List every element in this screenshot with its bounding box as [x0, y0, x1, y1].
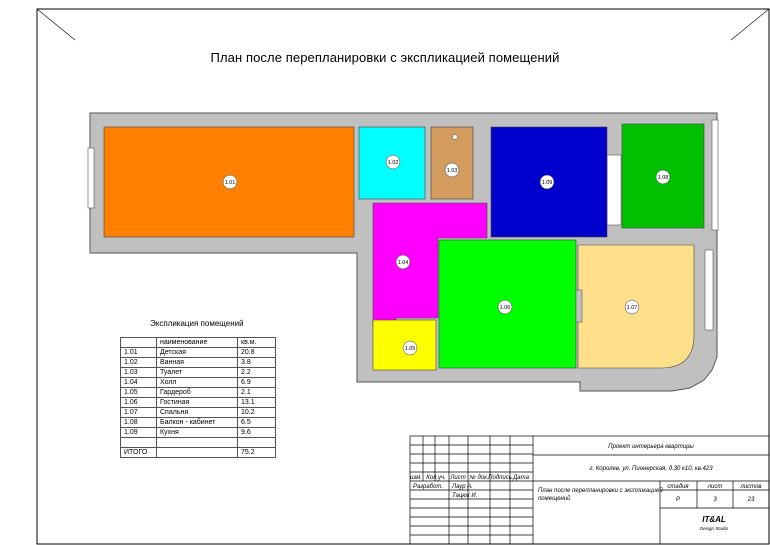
- svg-text:1.02: 1.02: [387, 160, 399, 166]
- room-name-cell: Ванная: [157, 358, 238, 368]
- stamp-company-sub: Design Studio: [699, 526, 729, 531]
- room-label: [396, 255, 410, 269]
- stamp-sheets-value: 23: [747, 497, 755, 503]
- explication-title: Экспликация помещений: [150, 319, 244, 328]
- table-row: [121, 348, 276, 358]
- room-area-cell: 9.6: [238, 428, 276, 438]
- room-area-cell: 13.1: [238, 398, 276, 408]
- stamp-col-izm: изм.: [410, 475, 422, 481]
- corner-mark: [37, 9, 75, 40]
- stamp-company: IT&AL: [702, 515, 726, 524]
- room-area-cell: 2.1: [238, 388, 276, 398]
- room-label: [223, 175, 237, 189]
- stamp-col-sign: Подпись: [488, 475, 512, 481]
- stamp-col-list: Лист: [450, 475, 466, 481]
- room-number-cell: 1.01: [121, 348, 157, 358]
- stamp-sheet-value: 3: [713, 497, 717, 503]
- stamp-developed-label: Разработ.: [413, 484, 443, 490]
- header-area: кв.м.: [238, 338, 276, 348]
- svg-text:1.04: 1.04: [397, 260, 409, 266]
- room-number-cell: 1.03: [121, 368, 157, 378]
- stamp-col-doc: № док.: [469, 475, 489, 481]
- explication-table: [120, 337, 276, 458]
- header-num: [121, 338, 157, 348]
- svg-text:1.09: 1.09: [541, 180, 553, 186]
- room-label: [540, 175, 554, 189]
- room-area-cell: 6.5: [238, 418, 276, 428]
- room-number-cell: 1.02: [121, 358, 157, 368]
- table-row: [121, 408, 276, 418]
- toilet-fixture: [453, 135, 458, 140]
- room-label: [445, 163, 459, 177]
- table-row: [121, 398, 276, 408]
- stamp-sheet-title-2: помещений: [538, 496, 571, 502]
- svg-text:1.06: 1.06: [499, 305, 511, 311]
- table-row: [121, 388, 276, 398]
- room-number-cell: 1.07: [121, 408, 157, 418]
- room-number-cell: 1.06: [121, 398, 157, 408]
- window-left: [88, 148, 94, 208]
- room-area-cell: 6.9: [238, 378, 276, 388]
- room-number-cell: 1.04: [121, 378, 157, 388]
- spacer-row: [121, 438, 276, 448]
- empty-cell: [157, 438, 238, 448]
- room-name-cell: Холл: [157, 378, 238, 388]
- window-top-mid: [607, 155, 621, 225]
- room-area-cell: 3.8: [238, 358, 276, 368]
- empty-cell: [121, 438, 157, 448]
- svg-text:1.01: 1.01: [224, 180, 236, 186]
- stamp-project: Проект интерьера квартиры: [608, 444, 694, 450]
- room-name-cell: Кухня: [157, 428, 238, 438]
- svg-text:1.08: 1.08: [657, 175, 669, 181]
- room-label: [403, 341, 417, 355]
- corner-mark: [731, 9, 769, 40]
- svg-text:1.03: 1.03: [446, 168, 458, 174]
- table-row: [121, 358, 276, 368]
- room-area-cell: 20.8: [238, 348, 276, 358]
- total-value: 75.2: [238, 448, 276, 458]
- room-label: [498, 300, 512, 314]
- stamp-sheets-label: листов: [740, 484, 762, 490]
- stamp-stage-value: Р: [675, 497, 681, 503]
- table-row: [121, 378, 276, 388]
- stamp-second-name: Тацюк И.: [452, 493, 478, 499]
- room-label: [625, 300, 639, 314]
- room-name-cell: Балкон - кабинет: [157, 418, 238, 428]
- total-label: ИТОГО: [121, 448, 157, 458]
- room-area-cell: 10.2: [238, 408, 276, 418]
- room-name-cell: Гостиная: [157, 398, 238, 408]
- door-marker: [576, 290, 582, 322]
- window-right: [705, 250, 713, 330]
- stamp-address: г. Королев, ул. Пионерская, д.30 к10, кв.423: [589, 466, 713, 472]
- room-name-cell: Гардероб: [157, 388, 238, 398]
- header-name: наименование: [157, 338, 238, 348]
- stamp-stage-label: стадия: [667, 484, 689, 490]
- window-balcony: [712, 120, 718, 230]
- page-title: План после перепланировки с экспликацией помещений: [210, 50, 560, 65]
- total-row: [121, 448, 276, 458]
- room-label: [386, 155, 400, 169]
- svg-text:1.05: 1.05: [404, 346, 416, 352]
- svg-text:1.07: 1.07: [626, 305, 638, 311]
- table-row: [121, 368, 276, 378]
- room-number-cell: 1.05: [121, 388, 157, 398]
- room-label: [656, 170, 670, 184]
- room-number-cell: 1.08: [121, 418, 157, 428]
- empty-cell: [238, 438, 276, 448]
- stamp-col-kol: Кол.уч.: [426, 475, 446, 481]
- room-name-cell: Детская: [157, 348, 238, 358]
- room-name-cell: Спальня: [157, 408, 238, 418]
- room-number-cell: 1.09: [121, 428, 157, 438]
- empty-cell: [157, 448, 238, 458]
- stamp-sheet-label: лист: [707, 484, 723, 490]
- table-row: [121, 428, 276, 438]
- title-block-text: [410, 444, 761, 531]
- stamp-developed-name: Лаур А.: [452, 484, 473, 490]
- stamp-sheet-title-1: План после перепланировки с экспликацией: [538, 488, 663, 494]
- explication-header: [121, 338, 276, 348]
- table-row: [121, 418, 276, 428]
- room-area-cell: 2.2: [238, 368, 276, 378]
- room-name-cell: Туалет: [157, 368, 238, 378]
- stamp-col-date: Дата: [513, 475, 529, 481]
